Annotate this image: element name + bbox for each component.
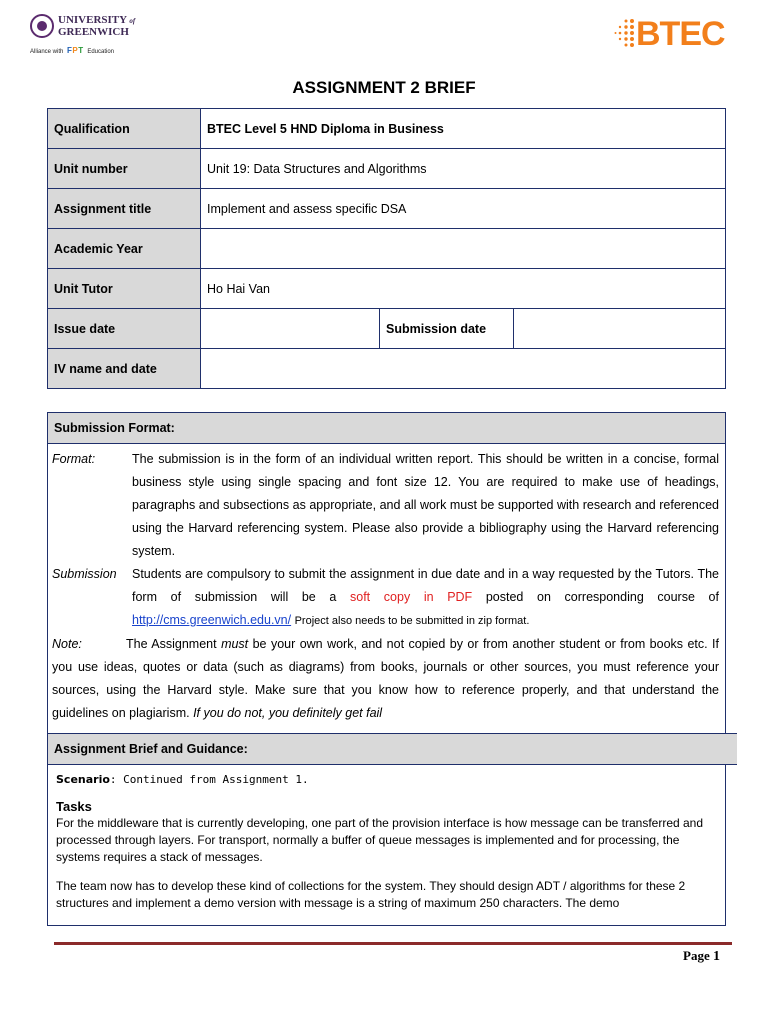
fpt-logo: FPT (67, 46, 84, 55)
academic-year-label: Academic Year (48, 229, 201, 269)
university-crest-icon (30, 14, 54, 38)
submission-text: Students are compulsory to submit the assignment in due date and in a way requested by the Tutors. The form of submission will be a soft copy in PDF posted on corresponding course of http://cms.greenwich.edu.vn/ Project also needs to be submitted in zip format. (132, 567, 719, 627)
footer-divider (54, 942, 732, 945)
unit-tutor-label: Unit Tutor (48, 269, 201, 309)
cms-link[interactable]: http://cms.greenwich.edu.vn/ (132, 613, 292, 627)
soft-copy-highlight: soft copy in PDF (350, 590, 473, 604)
submission-format-body (48, 444, 725, 725)
tasks-paragraph-2: The team now has to develop these kind of collections for the system. They should design ADT / algorithms for these 2 structures and implement a demo version with message is a string of maximum 250 characters. The demo (56, 879, 686, 910)
btec-wordmark: BTEC (636, 15, 725, 53)
table-row (48, 189, 726, 229)
assignment-title-value: Implement and assess specific DSA (201, 189, 726, 229)
table-row (48, 309, 726, 349)
page-number: Page 1 (683, 948, 720, 964)
issue-date-value (201, 309, 380, 349)
submission-label: Submission (52, 567, 117, 581)
scenario-line: Scenario: Continued from Assignment 1. (56, 773, 309, 786)
table-row (48, 269, 726, 309)
assignment-title-label: Assignment title (48, 189, 201, 229)
tasks-heading: Tasks (56, 799, 92, 814)
submission-date-value (514, 309, 726, 349)
page-title: ASSIGNMENT 2 BRIEF (292, 78, 476, 97)
btec-logo (614, 14, 744, 54)
brief-guidance-body (48, 765, 725, 918)
unit-number-label: Unit number (48, 149, 201, 189)
note-label: Note: (52, 637, 82, 651)
btec-dots-icon (614, 18, 636, 48)
table-row (48, 229, 726, 269)
submission-date-label: Submission date (380, 309, 514, 349)
table-row (48, 349, 726, 389)
alliance-line: Alliance with FPT Education (30, 46, 115, 55)
university-of-greenwich-logo (30, 14, 140, 60)
format-label: Format: (52, 452, 96, 466)
unit-number-value: Unit 19: Data Structures and Algorithms (201, 149, 726, 189)
iv-name-label: IV name and date (48, 349, 201, 389)
issue-date-label: Issue date (48, 309, 201, 349)
unit-tutor-value: Ho Hai Van (201, 269, 726, 309)
qualification-label: Qualification (48, 109, 201, 149)
brief-guidance-heading: Assignment Brief and Guidance: (48, 733, 737, 765)
assignment-info-table (47, 108, 726, 389)
format-paragraph (52, 448, 719, 563)
qualification-value: BTEC Level 5 HND Diploma in Business (201, 109, 726, 149)
table-row (48, 109, 726, 149)
submission-paragraph (52, 563, 719, 633)
submission-format-heading: Submission Format: (48, 413, 725, 444)
table-row (48, 149, 726, 189)
tasks-paragraph-1: For the middleware that is currently developing, one part of the provision interface is how message can be transferred and processed through layers. For transport, normally a buffer of queue messages is implemented and for processing, the systems requires a stack of messages. (56, 816, 704, 864)
submission-format-section (47, 412, 726, 926)
academic-year-value (201, 229, 726, 269)
format-text: The submission is in the form of an individual written report. This should be written in a concise, formal business style using single spacing and font size 12. You are required to make use of headings, paragraphs and subsections as appropriate, and all work must be supported with research and referenced using the Harvard referencing system. Please also provide a bibliography using the Harvard referencing system. (132, 452, 719, 558)
fail-warning: If you do not, you definitely get fail (193, 706, 383, 720)
iv-name-value (201, 349, 726, 389)
university-name: UNIVERSITY of GREENWICH (58, 14, 136, 38)
note-paragraph: Note: The Assignment must be your own work, and not copied by or from another student or from books etc. If you use ideas, quotes or data (such as diagrams) from books, journals or other sources, you must reference your sources, using the Harvard style. Make sure that you know how to reference properly, and that understand the guidelines on plagiarism. If you do not, you definitely get fail (52, 633, 719, 725)
